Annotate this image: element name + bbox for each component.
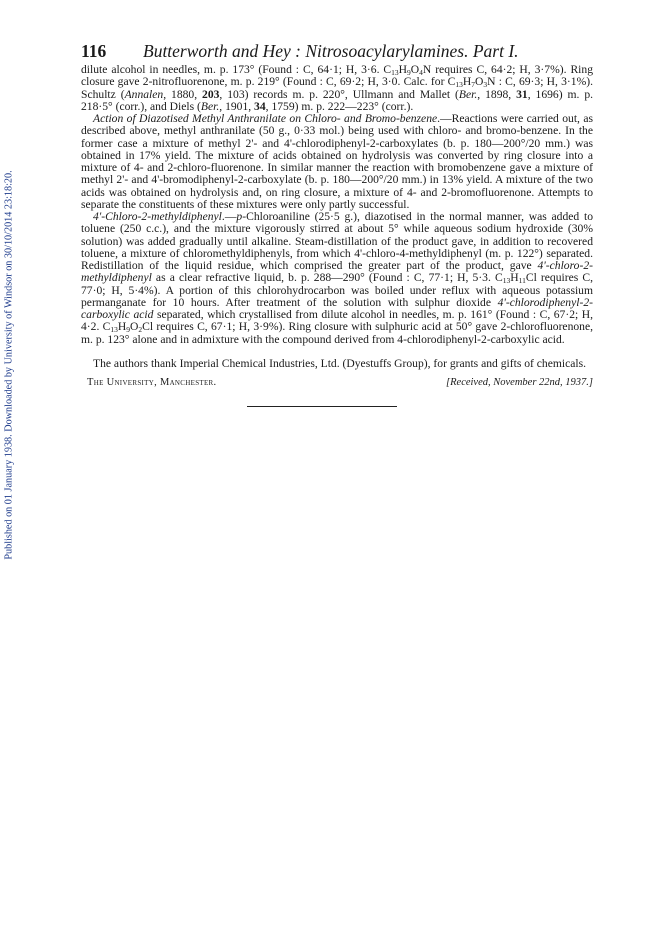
end-rule bbox=[247, 406, 397, 407]
affiliation: The University, Manchester. bbox=[87, 377, 217, 388]
paragraph: dilute alcohol in needles, m. p. 173° (Found : C, 64·1; H, 3·6. $C_{13}H_9O_4N$ requires C, 64·2; H, 3·7%). Ring closure gave 2-nitrofluorenone, m. p. 219° (Found : C, 69·2; H, 3·0. Calc. for $C_{13}H_7O_3N$ : C, 69·3; H, 3·1%). Schultz (Annalen, 1880, 203, 103) records m. p. 220°, Ullmann and Mallet (Ber., 1898, 31, 1696) m. p. 218·5° (corr.), and Diels (Ber., 1901, 34, 1759) m. p. 222—223° (corr.). bbox=[81, 63, 594, 113]
paragraph: Action of Diazotised Methyl Anthranilate on Chloro- and Bromo-benzene.—Reactions were carried out, as described above, methyl anthranilate (50 g., 0·33 mol.) being used with chloro- and bromo-benzene. In the former case a mixture of methyl 2'- and 4'-chlorodiphenyl-2-carboxylates (b. p. 180—200°/20 mm.) was obtained in 17% yield. The mixture of acids obtained on hydrolysis was converted by ring closure into a mixture of 4- and 2-chloro-fluorenone. In similar manner the reaction with bromobenzene gave a mixture of methyl 2'- and 4'-bromodiphenyl-2-carboxylate (b. p. 180—200°/20 mm.) in 13% yield. A mixture of the two acids was obtained on hydrolysis and, on ring closure, a mixture of 4- and 2-bromofluorenone. Attempts to separate the constituents of these mixtures were only partly successful. bbox=[81, 112, 593, 211]
received-date: [Received, November 22nd, 1937.] bbox=[446, 377, 593, 388]
publication-watermark-text: Published on 01 January 1938. Downloaded by University of Windsor on 30/10/2014 23:18:20. bbox=[3, 170, 15, 560]
acknowledgement: The authors thank Imperial Chemical Industries, Ltd. (Dyestuffs Group), for grants and gifts of chemicals. bbox=[93, 356, 587, 370]
page-header bbox=[81, 40, 593, 62]
paragraph: 4'-Chloro-2-methyldiphenyl.—p-Chloroaniline (25·5 g.), diazotised in the normal manner, was added to toluene (250 c.c.), and the mixture vigorously stirred at about 5° while aqueous sodium hydroxide (30% solution) was added gradually until alkaline. Steam-distillation of the product gave, in addition to recovered toluene, a mixture of chloromethyldiphenyls, from which 4'-chloro-4-methyldiphenyl (m. p. 122°) separated. Redistillation of the liquid residue, which comprised the greater part of the product, gave 4'-chloro-2-methyldiphenyl as a clear refractive liquid, b. p. 288—290° (Found : C, 77·1; H, 5·3. $C_{13}H_{11}Cl$ requires C, 77·0; H, 5·4%). A portion of this chlorohydrocarbon was boiled under reflux with aqueous potassium permanganate for 10 hours. After treatment of the solution with sulphur dioxide 4'-chlorodiphenyl-2-carboxylic acid separated, which crystallised from dilute alcohol in needles, m. p. 161° (Found : C, 67·2; H, 4·2. $C_{13}H_9O_2Cl$ requires C, 67·1; H, 3·9%). Ring closure with sulphuric acid at 50° gave 2-chlorofluorenone, m. p. 123° alone and in admixture with the compound derived from 4-chlorodiphenyl-2-carboxylic acid. bbox=[81, 210, 594, 346]
running-title: Butterworth and Hey : Nitrosoacylarylamines. Part I. bbox=[143, 41, 519, 61]
publication-watermark bbox=[2, 150, 16, 580]
article-body bbox=[81, 64, 593, 370]
page-number: 116 bbox=[81, 41, 107, 61]
signature-block bbox=[81, 377, 593, 389]
journal-page bbox=[81, 40, 593, 407]
